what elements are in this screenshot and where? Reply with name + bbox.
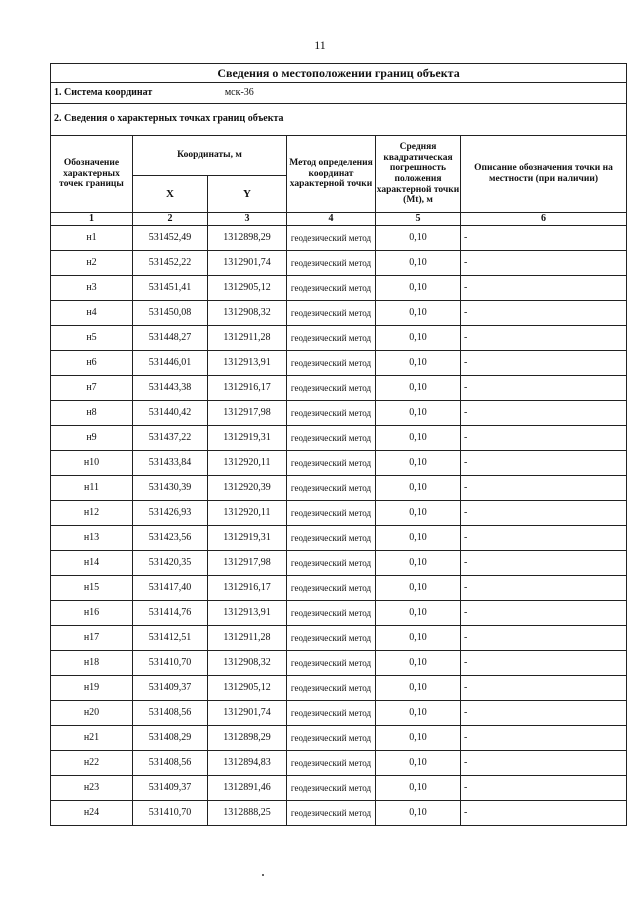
coordinate-x-cell: 531443,38 (133, 376, 208, 401)
coordinate-x-cell: 531430,39 (133, 476, 208, 501)
mean-square-error-cell: 0,10 (376, 451, 461, 476)
coordinate-y-cell: 1312905,12 (208, 276, 287, 301)
description-cell: - (461, 701, 627, 726)
coordinate-y-cell: 1312920,11 (208, 451, 287, 476)
description-cell: - (461, 601, 627, 626)
point-designation-cell: н23 (51, 776, 133, 801)
coordinate-x-cell: 531409,37 (133, 676, 208, 701)
coordinate-x-cell: 531410,70 (133, 651, 208, 676)
coordinate-y-cell: 1312908,32 (208, 301, 287, 326)
coordinate-x-cell: 531410,70 (133, 801, 208, 826)
coordinate-x-cell: 531440,42 (133, 401, 208, 426)
method-cell: геодезический метод (287, 476, 376, 501)
coordinate-y-cell: 1312905,12 (208, 676, 287, 701)
point-designation-cell: н17 (51, 626, 133, 651)
column-number: 2 (133, 213, 208, 226)
column-number: 4 (287, 213, 376, 226)
point-designation-cell: н21 (51, 726, 133, 751)
coordinate-y-cell: 1312920,39 (208, 476, 287, 501)
header-point-designation: Обозначение характерных точек границы (51, 136, 133, 213)
coordinate-x-cell: 531437,22 (133, 426, 208, 451)
point-designation-cell: н3 (51, 276, 133, 301)
point-designation-cell: н12 (51, 501, 133, 526)
mean-square-error-cell: 0,10 (376, 376, 461, 401)
point-designation-cell: н13 (51, 526, 133, 551)
coordinate-x-cell: 531452,49 (133, 226, 208, 251)
coordinate-y-cell: 1312901,74 (208, 701, 287, 726)
mean-square-error-cell: 0,10 (376, 626, 461, 651)
column-number: 6 (461, 213, 627, 226)
point-designation-cell: н5 (51, 326, 133, 351)
column-number: 1 (51, 213, 133, 226)
coordinate-y-cell: 1312919,31 (208, 426, 287, 451)
coordinate-y-cell: 1312898,29 (208, 226, 287, 251)
mean-square-error-cell: 0,10 (376, 726, 461, 751)
table-row (51, 651, 627, 676)
coordinate-x-cell: 531426,93 (133, 501, 208, 526)
mean-square-error-cell: 0,10 (376, 676, 461, 701)
method-cell: геодезический метод (287, 676, 376, 701)
method-cell: геодезический метод (287, 501, 376, 526)
point-designation-cell: н2 (51, 251, 133, 276)
point-designation-cell: н14 (51, 551, 133, 576)
mean-square-error-cell: 0,10 (376, 251, 461, 276)
coordinate-y-cell: 1312920,11 (208, 501, 287, 526)
method-cell: геодезический метод (287, 401, 376, 426)
method-cell: геодезический метод (287, 351, 376, 376)
table-row (51, 526, 627, 551)
mean-square-error-cell: 0,10 (376, 226, 461, 251)
table-row (51, 501, 627, 526)
method-cell: геодезический метод (287, 526, 376, 551)
mean-square-error-cell: 0,10 (376, 276, 461, 301)
description-cell: - (461, 351, 627, 376)
coordinate-x-cell: 531433,84 (133, 451, 208, 476)
coordinate-y-cell: 1312919,31 (208, 526, 287, 551)
mean-square-error-cell: 0,10 (376, 351, 461, 376)
description-cell: - (461, 251, 627, 276)
mean-square-error-cell: 0,10 (376, 426, 461, 451)
header-mean-square-error: Средняя квадратическая погрешность положения характерной точки (Mt), м (376, 136, 461, 213)
table-row (51, 251, 627, 276)
mean-square-error-cell: 0,10 (376, 526, 461, 551)
table-row (51, 276, 627, 301)
description-cell: - (461, 451, 627, 476)
point-designation-cell: н19 (51, 676, 133, 701)
table-row (51, 451, 627, 476)
mean-square-error-cell: 0,10 (376, 401, 461, 426)
coordinate-x-cell: 531409,37 (133, 776, 208, 801)
point-designation-cell: н18 (51, 651, 133, 676)
description-cell: - (461, 626, 627, 651)
table-row (51, 751, 627, 776)
point-designation-cell: н1 (51, 226, 133, 251)
method-cell: геодезический метод (287, 801, 376, 826)
description-cell: - (461, 276, 627, 301)
table-row (51, 301, 627, 326)
description-cell: - (461, 426, 627, 451)
coordinate-y-cell: 1312888,25 (208, 801, 287, 826)
description-cell: - (461, 576, 627, 601)
table-row (51, 551, 627, 576)
description-cell: - (461, 326, 627, 351)
coordinate-y-cell: 1312898,29 (208, 726, 287, 751)
coordinate-x-cell: 531452,22 (133, 251, 208, 276)
section-2-title: 2. Сведения о характерных точках границ объекта (51, 104, 627, 136)
point-designation-cell: н7 (51, 376, 133, 401)
method-cell: геодезический метод (287, 276, 376, 301)
coordinate-y-cell: 1312913,91 (208, 351, 287, 376)
coordinate-y-cell: 1312894,83 (208, 751, 287, 776)
page-number: 11 (314, 38, 326, 52)
point-designation-cell: н22 (51, 751, 133, 776)
column-number: 3 (208, 213, 287, 226)
table-row (51, 401, 627, 426)
description-cell: - (461, 226, 627, 251)
table-row (51, 476, 627, 501)
document-title: Сведения о местоположении границ объекта (51, 64, 627, 83)
table-row (51, 626, 627, 651)
method-cell: геодезический метод (287, 326, 376, 351)
coordinate-x-cell: 531448,27 (133, 326, 208, 351)
column-number: 5 (376, 213, 461, 226)
description-cell: - (461, 301, 627, 326)
table-row (51, 376, 627, 401)
mean-square-error-cell: 0,10 (376, 701, 461, 726)
mean-square-error-cell: 0,10 (376, 326, 461, 351)
method-cell: геодезический метод (287, 601, 376, 626)
method-cell: геодезический метод (287, 751, 376, 776)
method-cell: геодезический метод (287, 376, 376, 401)
method-cell: геодезический метод (287, 726, 376, 751)
method-cell: геодезический метод (287, 251, 376, 276)
description-cell: - (461, 651, 627, 676)
method-cell: геодезический метод (287, 451, 376, 476)
coordinate-x-cell: 531408,29 (133, 726, 208, 751)
table-row (51, 676, 627, 701)
point-designation-cell: н6 (51, 351, 133, 376)
mean-square-error-cell: 0,10 (376, 301, 461, 326)
header-coordinates: Координаты, м (133, 136, 287, 176)
header-method: Метод определения координат характерной точки (287, 136, 376, 213)
point-designation-cell: н20 (51, 701, 133, 726)
coordinate-x-cell: 531412,51 (133, 626, 208, 651)
coordinate-system-label: 1. Система координат (54, 86, 153, 98)
mean-square-error-cell: 0,10 (376, 776, 461, 801)
coordinate-system-value: мск-36 (224, 86, 254, 98)
point-designation-cell: н16 (51, 601, 133, 626)
description-cell: - (461, 526, 627, 551)
scan-speck (262, 874, 264, 876)
method-cell: геодезический метод (287, 301, 376, 326)
coordinate-x-cell: 531414,76 (133, 601, 208, 626)
coordinate-x-cell: 531450,08 (133, 301, 208, 326)
table-row (51, 726, 627, 751)
point-designation-cell: н24 (51, 801, 133, 826)
mean-square-error-cell: 0,10 (376, 501, 461, 526)
method-cell: геодезический метод (287, 776, 376, 801)
coordinate-x-cell: 531420,35 (133, 551, 208, 576)
coordinate-x-cell: 531423,56 (133, 526, 208, 551)
description-cell: - (461, 726, 627, 751)
method-cell: геодезический метод (287, 651, 376, 676)
point-designation-cell: н11 (51, 476, 133, 501)
description-cell: - (461, 551, 627, 576)
description-cell: - (461, 776, 627, 801)
coordinate-y-cell: 1312917,98 (208, 401, 287, 426)
point-designation-cell: н9 (51, 426, 133, 451)
coordinate-y-cell: 1312913,91 (208, 601, 287, 626)
coordinate-x-cell: 531408,56 (133, 751, 208, 776)
coordinate-system-row (51, 83, 627, 104)
point-designation-cell: н10 (51, 451, 133, 476)
table-row (51, 701, 627, 726)
coordinate-x-cell: 531408,56 (133, 701, 208, 726)
coordinate-y-cell: 1312916,17 (208, 376, 287, 401)
mean-square-error-cell: 0,10 (376, 751, 461, 776)
header-description: Описание обозначения точки на местности (при наличии) (461, 136, 627, 213)
coordinate-x-cell: 531417,40 (133, 576, 208, 601)
header-y: Y (208, 176, 287, 213)
coordinate-y-cell: 1312917,98 (208, 551, 287, 576)
table-row (51, 601, 627, 626)
coordinate-y-cell: 1312901,74 (208, 251, 287, 276)
method-cell: геодезический метод (287, 426, 376, 451)
description-cell: - (461, 501, 627, 526)
point-designation-cell: н4 (51, 301, 133, 326)
method-cell: геодезический метод (287, 226, 376, 251)
table-row (51, 801, 627, 826)
method-cell: геодезический метод (287, 626, 376, 651)
mean-square-error-cell: 0,10 (376, 601, 461, 626)
description-cell: - (461, 751, 627, 776)
table-row (51, 351, 627, 376)
mean-square-error-cell: 0,10 (376, 801, 461, 826)
description-cell: - (461, 401, 627, 426)
coordinate-y-cell: 1312891,46 (208, 776, 287, 801)
mean-square-error-cell: 0,10 (376, 551, 461, 576)
header-x: X (133, 176, 208, 213)
description-cell: - (461, 801, 627, 826)
point-designation-cell: н15 (51, 576, 133, 601)
coordinate-y-cell: 1312916,17 (208, 576, 287, 601)
mean-square-error-cell: 0,10 (376, 651, 461, 676)
point-designation-cell: н8 (51, 401, 133, 426)
method-cell: геодезический метод (287, 576, 376, 601)
method-cell: геодезический метод (287, 701, 376, 726)
table-row (51, 776, 627, 801)
description-cell: - (461, 476, 627, 501)
method-cell: геодезический метод (287, 551, 376, 576)
boundary-points-table (50, 63, 627, 826)
coordinate-x-cell: 531446,01 (133, 351, 208, 376)
table-row (51, 226, 627, 251)
coordinate-y-cell: 1312908,32 (208, 651, 287, 676)
table-row (51, 576, 627, 601)
coordinate-y-cell: 1312911,28 (208, 326, 287, 351)
coordinate-y-cell: 1312911,28 (208, 626, 287, 651)
description-cell: - (461, 376, 627, 401)
table-row (51, 326, 627, 351)
mean-square-error-cell: 0,10 (376, 576, 461, 601)
description-cell: - (461, 676, 627, 701)
mean-square-error-cell: 0,10 (376, 476, 461, 501)
table-row (51, 426, 627, 451)
coordinate-x-cell: 531451,41 (133, 276, 208, 301)
